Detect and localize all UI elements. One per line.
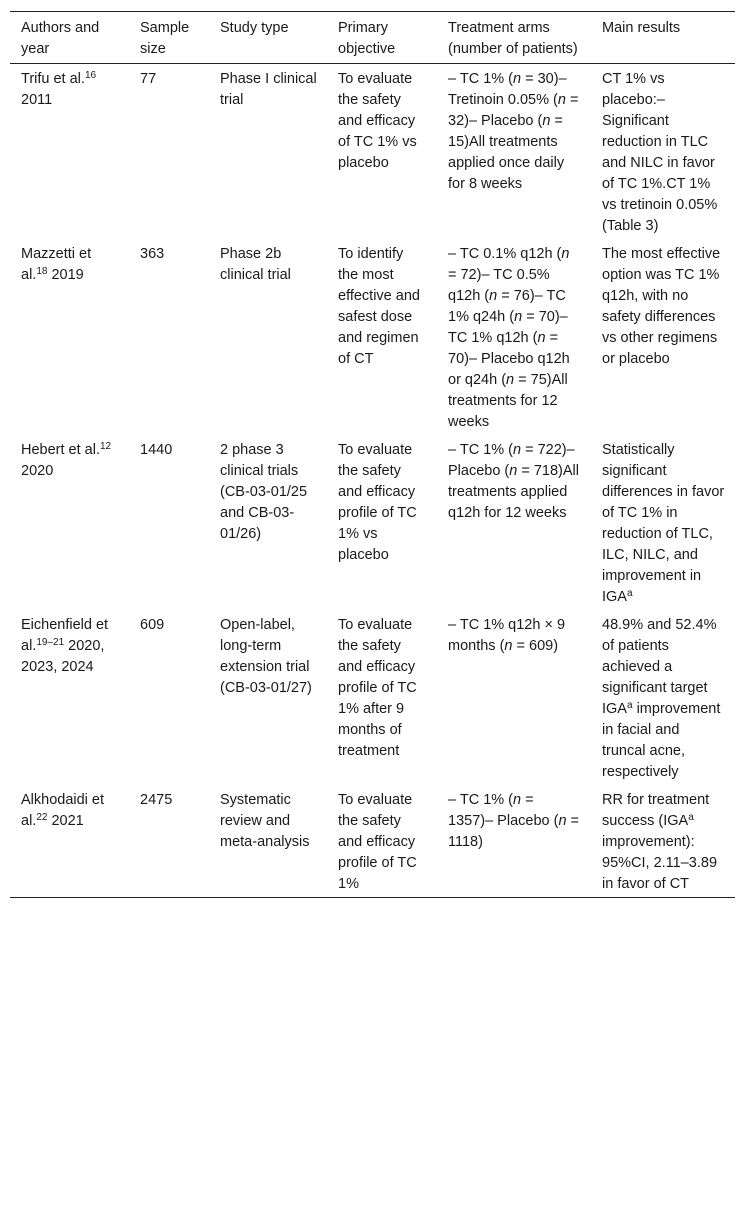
cell-objective: To evaluate the safety and efficacy profile of TC 1% vs placebo [338,442,417,563]
header-treatment-arms: Treatment arms (number of patients) [448,20,578,57]
header-primary-objective: Primary objective [338,20,396,57]
cell-study-type: Phase I clinical trial [220,71,317,108]
cell-results: RR for treatment success (IGA$^a$ improvement): 95%CI, 2.11–3.89 in favor of CT [602,792,718,892]
cell-authors-year: Trifu et al.$^{16}$ 2011 [21,70,97,108]
cell-study-type: Systematic review and meta-analysis [220,792,310,850]
cell-objective: To evaluate the safety and efficacy profile of TC 1% after 9 months of treatment [338,617,417,759]
cell-authors-year: Hebert et al.$^{12}$ 2020 [21,441,112,479]
cell-objective: To identify the most effective and safest dose and regimen of CT [338,246,420,367]
table-row [10,610,735,785]
cell-results: The most effective option was TC 1% q12h, with no safety differences vs other regimens or placebo [602,246,721,367]
table-row [10,239,735,435]
table-row [10,435,735,610]
cell-study-type: Phase 2b clinical trial [220,246,291,283]
treatment-arms-text: – TC 1% q12h × 9 months (n = 609) [448,617,566,654]
cell-objective: To evaluate the safety and efficacy profile of TC 1% [338,792,417,892]
cell-sample-size: 2475 [140,792,173,808]
cell-authors-year: Alkhodaidi et al.$^{22}$ 2021 [21,792,105,829]
header-row [10,12,735,64]
table-body [10,64,735,898]
cell-results: 48.9% and 52.4% of patients achieved a significant target IGA$^a$ improvement in facial and truncal acne, respectively [602,617,721,780]
header-sample-size: Sample size [140,20,190,57]
cell-sample-size: 1440 [140,442,173,458]
treatment-arms-text: – TC 1% (n = 1357)– Placebo (n = 1118) [448,792,580,850]
cell-sample-size: 77 [140,71,157,87]
cell-results: CT 1% vs placebo:– Significant reduction in TLC and NILC in favor of TC 1%.CT 1% vs tretinoin 0.05% (Table 3) [602,71,718,234]
studies-table [10,11,735,898]
treatment-arms-text: – TC 1% (n = 30)– Tretinoin 0.05% (n = 32)– Placebo (n = 15)All treatments applied once daily for 8 weeks [448,71,579,192]
cell-treatment-arms [437,435,591,610]
cell-authors-year: Mazzetti et al.$^{18}$ 2019 [21,246,92,283]
cell-study-type: Open-label, long-term extension trial (CB-03-01/27) [220,617,312,696]
cell-treatment-arms [437,610,591,785]
table-header [10,12,735,64]
table-row [10,64,735,240]
header-main-results: Main results [602,20,681,36]
header-authors-year: Authors and year [21,20,100,57]
cell-authors-year: Eichenfield et al.$^{19-21}$ 2020, 2023, 2024 [21,617,109,675]
cell-sample-size: 363 [140,246,165,262]
header-study-type: Study type [220,20,289,36]
cell-treatment-arms [437,64,591,240]
cell-treatment-arms [437,785,591,898]
treatment-arms-text: – TC 1% (n = 722)– Placebo (n = 718)All treatments applied q12h for 12 weeks [448,442,580,521]
cell-treatment-arms [437,239,591,435]
table-row [10,785,735,898]
cell-study-type: 2 phase 3 clinical trials (CB-03-01/25 and CB-03-01/26) [220,442,308,542]
treatment-arms-text: – TC 0.1% q12h (n = 72)– TC 0.5% q12h (n = 76)– TC 1% q24h (n = 70)– TC 1% q12h (n = 70)– Placebo q12h or q24h (n = 75)All treatments for 12 weeks [448,246,570,430]
cell-results: Statistically significant differences in favor of TC 1% in reduction of TLC, ILC, NILC, and improvement in IGA$^a$ [602,442,725,605]
cell-sample-size: 609 [140,617,165,633]
cell-objective: To evaluate the safety and efficacy of TC 1% vs placebo [338,71,417,171]
